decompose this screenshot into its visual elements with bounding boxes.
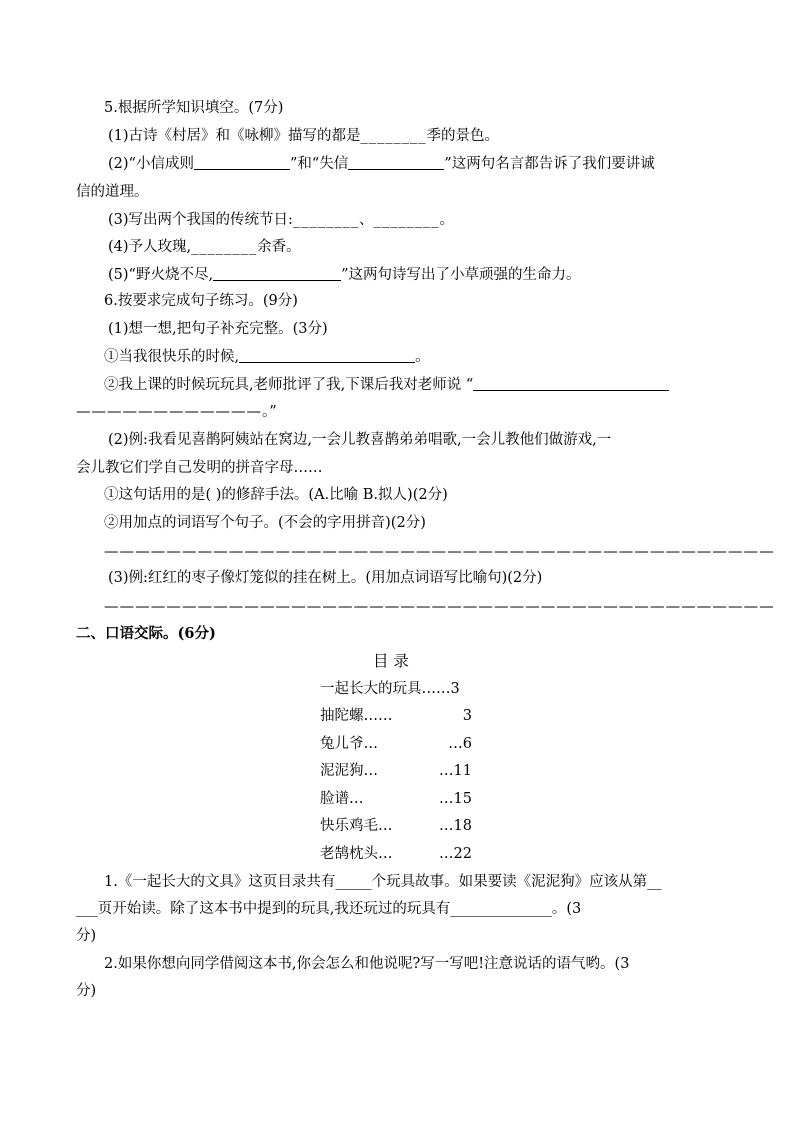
- q5-item2-text-a: (2)“小信成则: [108, 156, 194, 172]
- q5-item5-text-a: (5)“野火烧不尽,: [108, 267, 214, 283]
- toc-item-name: 一起长大的玩具……3: [320, 681, 460, 697]
- q5-item5-blank[interactable]: [213, 265, 341, 281]
- sec2-q1-line1: 1.《一起长大的文具》这页目录共有_____个玩具故事。如果要读《泥泥狗》应该从第__: [104, 874, 662, 890]
- q6-part2-answer-line[interactable]: ———————————————————————————————————————————: [104, 544, 775, 560]
- toc-item-name: 抽陀螺……: [320, 708, 393, 724]
- q6-part2-q2: ②用加点的词语写个句子。(不会的字用拼音)(2分): [104, 515, 426, 531]
- q5-item1: [108, 126, 499, 146]
- q5-item3-text: (3)写出两个我国的传统节日:: [108, 212, 293, 228]
- q5-item4-text-a: (4)予人玫瑰,: [108, 239, 192, 255]
- q6-part1-b-cont: [76, 402, 277, 422]
- q5-item2-cont: 信的道理。: [76, 184, 149, 200]
- toc-item-page: …15: [439, 791, 472, 807]
- q5-item1-text-a: (1)古诗《村居》和《咏柳》描写的都是: [108, 128, 361, 144]
- toc-item-page: …22: [439, 846, 472, 862]
- toc-item-page: …11: [439, 763, 472, 779]
- toc-item-page: 3: [462, 708, 472, 724]
- q6-part3: (3)例:红红的枣子像灯笼似的挂在树上。(用加点词语写比喻句)(2分): [108, 570, 543, 586]
- q6-part2-line2: 会儿教它们学自己发明的拼音字母……: [76, 460, 323, 476]
- q6-part1: (1)想一想,把句子补充完整。(3分): [108, 321, 328, 337]
- q5-item1-blank[interactable]: ________: [360, 128, 427, 144]
- section2-title: 二、口语交际。(6分): [76, 625, 216, 642]
- q5-item4: [108, 237, 301, 257]
- q5-item2-text-b: ”和“失信: [289, 156, 349, 172]
- q5-item4-blank[interactable]: ________: [191, 239, 258, 255]
- q5-item3-blank2[interactable]: ________: [373, 212, 440, 228]
- q6-part1-a-blank[interactable]: [239, 347, 415, 363]
- q6-part1-b-blank[interactable]: [473, 375, 669, 391]
- toc-item-name: 快乐鸡毛…: [320, 818, 393, 834]
- q6-part1-b: [104, 375, 669, 395]
- toc-item-name: 兔儿爷…: [320, 736, 378, 752]
- toc-title: 目 录: [373, 652, 409, 670]
- toc-item-name: 泥泥狗…: [320, 763, 378, 779]
- q6-part1-b-dash[interactable]: ————————————: [76, 404, 262, 420]
- q5-item3: [108, 210, 454, 230]
- q5-item3-blank1[interactable]: ________: [292, 212, 359, 228]
- q5-item2-blank1[interactable]: [194, 154, 290, 170]
- q6-part1-b-end: 。”: [262, 404, 277, 420]
- q6-part1-a-text: ①当我很快乐的时候,: [104, 349, 240, 365]
- q5-item2-blank2[interactable]: [348, 154, 444, 170]
- q6-part2-line1: (2)例:我看见喜鹊阿姨站在窝边,一会儿教喜鹊弟弟唱歌,一会儿教他们做游戏,一: [108, 432, 612, 448]
- q5-title: 5.根据所学知识填空。(7分): [104, 100, 284, 116]
- sec2-q2-line2: 分): [76, 983, 97, 999]
- sec2-q2-line1: 2.如果你想向同学借阅这本书,你会怎么和他说呢?写一写吧!注意说话的语气哟。(3: [104, 956, 630, 972]
- q6-part2-q1: ①这句话用的是( )的修辞手法。(A.比喻 B.拟人)(2分): [104, 487, 448, 503]
- q5-item4-text-b: 余香。: [257, 239, 301, 255]
- q5-item3-end: 。: [439, 212, 454, 228]
- q5-item1-text-b: 季的景色。: [426, 128, 500, 144]
- q5-item5: [108, 265, 580, 285]
- q5-item5-text-b: ”这两句诗写出了小草顽强的生命力。: [341, 267, 581, 283]
- q6-part1-b-text: ②我上课的时候玩玩具,老师批评了我,下课后我对老师说 “: [104, 377, 474, 393]
- q6-part1-a: [104, 347, 430, 367]
- q6-part3-answer-line[interactable]: ———————————————————————————————————————————: [104, 599, 775, 615]
- toc-item-page: …18: [439, 818, 472, 834]
- toc-item-name: 脸谱…: [320, 791, 364, 807]
- sec2-q1-line2: ___页开始读。除了这本书中提到的玩具,我还玩过的玩具有______________。(3: [76, 901, 582, 917]
- q5-item3-sep: 、: [358, 212, 374, 228]
- q5-item2-text-c: ”这两句名言都告诉了我们要讲诚: [444, 156, 655, 172]
- q6-title: 6.按要求完成句子练习。(9分): [104, 293, 298, 309]
- sec2-q1-line3: 分): [76, 928, 97, 944]
- toc-item-page: …6: [448, 736, 472, 752]
- q5-item2: [108, 154, 655, 174]
- toc-item-name: 老鹄枕头…: [320, 846, 393, 862]
- q6-part1-a-end: 。: [415, 349, 430, 365]
